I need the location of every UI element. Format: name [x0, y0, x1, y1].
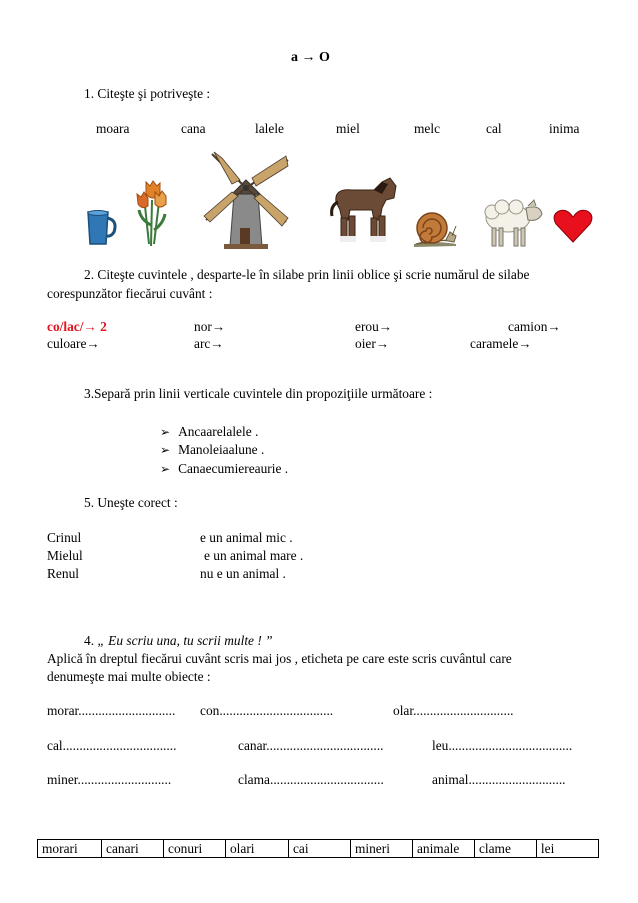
ex4-instruction-line1: Aplică în dreptul fiecărui cuvânt scris mai jos , eticheta pe care este scris cuvântul care — [47, 651, 512, 666]
ex2-word: nor→ — [194, 319, 226, 334]
ex1-word: moara — [96, 121, 130, 136]
snail-icon — [410, 206, 460, 248]
tulips-icon — [135, 180, 169, 248]
ex4-heading — [84, 633, 273, 649]
ex5-right-item: e un animal mare . — [204, 548, 304, 563]
ex5-right-item: e un animal mic . — [200, 530, 293, 545]
ex2-word: oier→ — [355, 336, 390, 351]
ex1-word: cana — [181, 121, 206, 136]
heart-icon — [553, 209, 593, 243]
ex5-left-item: Crinul — [47, 530, 82, 545]
sheep-icon — [478, 194, 544, 248]
label-cell[interactable]: conuri — [164, 840, 226, 858]
label-cell[interactable]: mineri — [350, 840, 412, 858]
labels-row — [38, 840, 599, 858]
ex2-word: caramele→ — [470, 336, 532, 351]
horse-icon — [326, 176, 400, 248]
ex1-word: inima — [549, 121, 580, 136]
label-cell[interactable]: morari — [38, 840, 102, 858]
ex5-right-item: nu e un animal . — [200, 566, 286, 581]
label-cell[interactable]: animale — [412, 840, 474, 858]
fill-blank[interactable]: miner............................ — [47, 772, 172, 787]
ex2-word: arc→ — [194, 336, 224, 351]
ex5-left-item: Renul — [47, 566, 79, 581]
ex2-example: co/lac/→ 2 — [47, 319, 107, 334]
ex3-item: ➢ Canaecumiereaurie . — [160, 461, 288, 477]
label-cell[interactable]: clame — [474, 840, 536, 858]
fill-blank[interactable]: con.................................. — [200, 703, 334, 718]
ex4-instruction-line2: denumeşte mai multe obiecte : — [47, 669, 211, 684]
label-cell[interactable]: olari — [225, 840, 288, 858]
page-title: a → O — [291, 50, 330, 65]
ex5-left-item: Mielul — [47, 548, 83, 563]
ex1-word: melc — [414, 121, 441, 136]
ex2-word: erou→ — [355, 319, 393, 334]
label-cell[interactable]: lei — [536, 840, 598, 858]
ex3-item: ➢ Manoleiaalune . — [160, 442, 264, 458]
ex3-item: ➢ Ancaarelalele . — [160, 424, 258, 440]
ex3-heading: 3.Separă prin linii verticale cuvintele din propoziţiile următoare : — [84, 386, 433, 401]
ex2-word: culoare→ — [47, 336, 100, 351]
ex1-word: miel — [336, 121, 360, 136]
fill-blank[interactable]: morar............................. — [47, 703, 176, 718]
labels-table — [37, 839, 599, 858]
cup-icon — [84, 208, 120, 248]
label-cell[interactable]: canari — [102, 840, 164, 858]
ex5-heading: 5. Uneşte corect : — [84, 495, 178, 510]
ex1-word: lalele — [255, 121, 284, 136]
label-cell[interactable]: cai — [288, 840, 350, 858]
fill-blank[interactable]: olar.............................. — [393, 703, 514, 718]
ex2-word: camion→ — [508, 319, 561, 334]
ex1-heading: 1. Citeşte şi potriveşte : — [84, 86, 211, 101]
windmill-icon — [200, 150, 292, 250]
ex2-heading-line2: corespunzător fiecărui cuvânt : — [47, 286, 213, 301]
fill-blank[interactable]: cal.................................. — [47, 738, 177, 753]
fill-blank[interactable]: leu..................................... — [432, 738, 573, 753]
ex4-heading-number: 4. — [84, 633, 98, 648]
fill-blank[interactable]: clama.................................. — [238, 772, 384, 787]
fill-blank[interactable]: canar................................... — [238, 738, 384, 753]
ex4-heading-quote: „ Eu scriu una, tu scrii multe ! ” — [97, 633, 273, 648]
ex1-word: cal — [486, 121, 502, 136]
fill-blank[interactable]: animal............................. — [432, 772, 566, 787]
ex2-heading-line1: 2. Citeşte cuvintele , desparte-le în silabe prin linii oblice şi scrie numărul de silabe — [84, 267, 530, 282]
